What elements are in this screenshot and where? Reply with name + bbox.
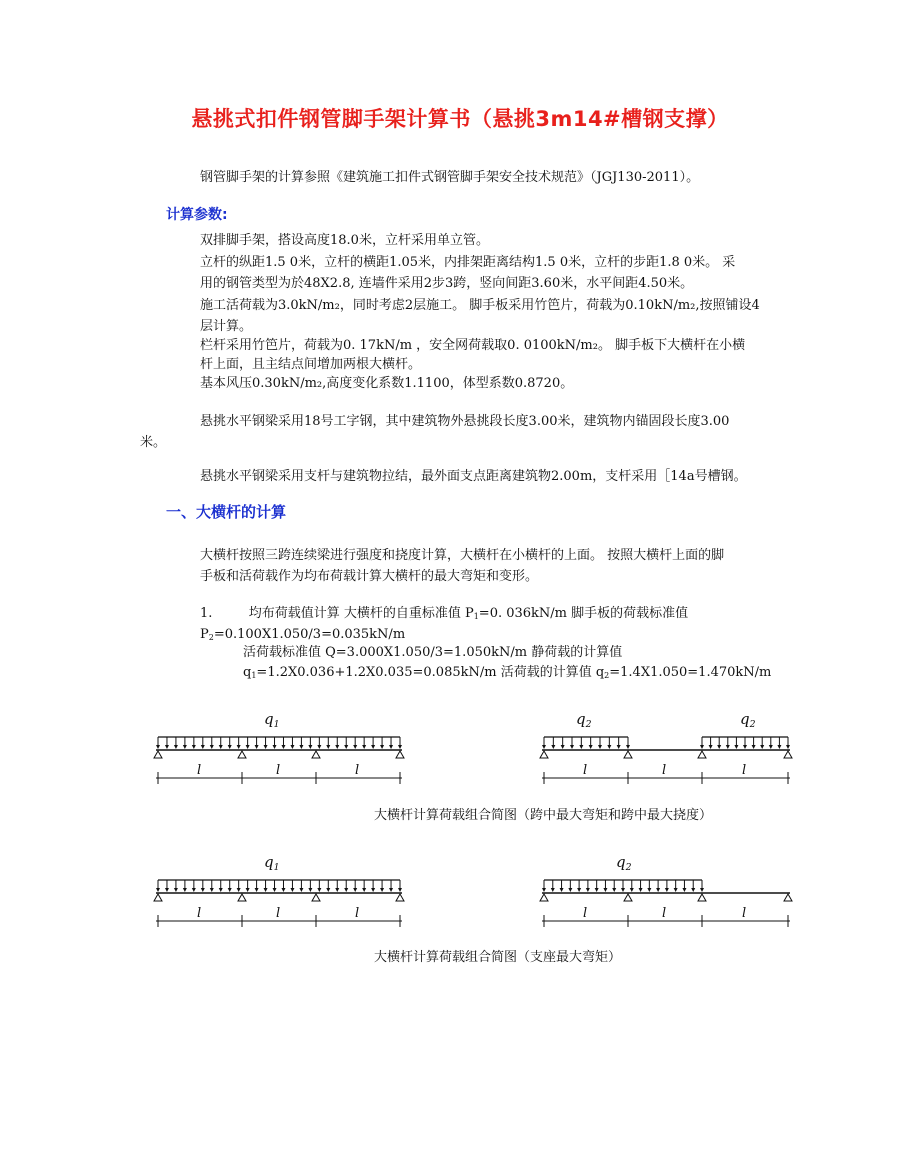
cantilever-text-1-cont: 米。 [140, 435, 167, 450]
load-arrow-head [630, 888, 634, 892]
load-arrow-head [273, 888, 277, 892]
load-arrow-head [264, 745, 268, 749]
load-arrow-head [344, 745, 348, 749]
support-icon [624, 894, 632, 901]
load-arrow-head [156, 745, 160, 749]
calc-sub: 2 [208, 633, 214, 642]
load-arrow-head [717, 745, 721, 749]
load-arrow-head [598, 745, 602, 749]
load-arrow-head [255, 745, 259, 749]
intro-text: 钢管脚手架的计算参照《建筑施工扣件式钢管脚手架安全技术规范》（JGJ130-2011）。 [200, 170, 700, 185]
support-icon [312, 751, 320, 758]
load-arrow-head [786, 745, 790, 749]
load-arrow-head [281, 745, 285, 749]
param-line: 杆上面，且主结点间增加两根大横杆。 [200, 357, 422, 372]
load-arrow-head [570, 745, 574, 749]
support-icon [698, 751, 706, 758]
calc-text: =1.4X1.050=1.470kN/m [609, 665, 772, 680]
load-arrow-head [174, 745, 178, 749]
support-icon [238, 894, 246, 901]
load-arrow-head [353, 745, 357, 749]
load-arrow-head [700, 888, 704, 892]
load-arrow-head [299, 888, 303, 892]
load-arrow-head [777, 745, 781, 749]
load-arrow-head [326, 888, 330, 892]
load-arrow-head [255, 888, 259, 892]
load-arrow-head [551, 888, 555, 892]
calc-text: 均布荷载值计算 大横杆的自重标准值 P [248, 606, 474, 621]
load-arrow-head [210, 888, 214, 892]
support-icon [540, 894, 548, 901]
load-arrow-head [308, 888, 312, 892]
figure-caption-2: 大横杆计算荷载组合简图（支座最大弯矩） [374, 950, 622, 965]
support-icon [154, 894, 162, 901]
load-arrow-head [542, 745, 546, 749]
calc-text: P [200, 627, 209, 642]
load-arrow-head [586, 888, 590, 892]
support-icon [784, 894, 792, 901]
span-label: l [662, 763, 667, 778]
load-arrow-head [603, 888, 607, 892]
span-label: l [276, 763, 281, 778]
load-arrow-head [389, 745, 393, 749]
load-arrow-head [647, 888, 651, 892]
load-arrow-head [398, 745, 402, 749]
load-arrow-head [228, 745, 232, 749]
load-arrow-head [156, 888, 160, 892]
load-arrow-head [308, 745, 312, 749]
support-icon [154, 751, 162, 758]
load-arrow-head [752, 745, 756, 749]
cantilever-text-1: 悬挑水平钢梁采用18号工字钢，其中建筑物外悬挑段长度3.00米，建筑物内锚固段长度3.00 [200, 414, 730, 429]
load-arrow-head [246, 745, 250, 749]
param-line: 层计算。 [200, 319, 253, 334]
load-arrow-head [769, 745, 773, 749]
load-arrow-head [743, 745, 747, 749]
load-label-q1: $q_1$ [264, 710, 280, 730]
span-label: l [197, 763, 202, 778]
figure-caption-1: 大横杆计算荷载组合简图（跨中最大弯矩和跨中最大挠度） [374, 808, 713, 823]
load-arrow-head [674, 888, 678, 892]
load-arrow-head [299, 745, 303, 749]
support-icon [238, 751, 246, 758]
load-label-q2: $q_2$ [740, 710, 756, 730]
load-arrow-head [617, 745, 621, 749]
load-arrow-head [380, 888, 384, 892]
load-arrow-head [344, 888, 348, 892]
calc-text: =0. 036kN/m 脚手板的荷载标准值 [478, 606, 689, 621]
calc-text: =1.2X0.036+1.2X0.035=0.085kN/m 活荷载的计算值 q [256, 665, 605, 680]
load-arrow-head [577, 888, 581, 892]
support-icon [624, 751, 632, 758]
load-arrow-head [389, 888, 393, 892]
span-label: l [355, 763, 360, 778]
load-arrow-head [691, 888, 695, 892]
load-arrow-head [353, 888, 357, 892]
load-arrow-head [192, 888, 196, 892]
load-arrow-head [201, 745, 205, 749]
span-label: l [355, 906, 360, 921]
span-label: l [583, 906, 588, 921]
load-arrow-head [317, 745, 321, 749]
load-arrow-head [362, 888, 366, 892]
calc-sub: 1 [473, 612, 479, 621]
load-arrow-head [371, 888, 375, 892]
calc-sub: 1 [251, 671, 257, 680]
support-icon [396, 894, 404, 901]
support-icon [540, 751, 548, 758]
load-arrow-head [595, 888, 599, 892]
load-arrow-head [665, 888, 669, 892]
param-line: 用的钢管类型为於48X2.8, 连墙件采用2步3跨，竖向间距3.60米，水平间距4.50米。 [200, 276, 694, 291]
load-arrow-head [192, 745, 196, 749]
load-arrow-head [210, 745, 214, 749]
load-arrow-head [165, 745, 169, 749]
calc-number: 1. [200, 606, 213, 621]
load-arrow-head [579, 745, 583, 749]
section-paragraph-cont: 手板和活荷载作为均布荷载计算大横杆的最大弯矩和变形。 [200, 569, 539, 584]
load-arrow-head [362, 745, 366, 749]
load-arrow-head [568, 888, 572, 892]
param-line: 施工活荷载为3.0kN/m₂，同时考虑2层施工。 脚手板采用竹笆片，荷载为0.10kN/m₂,按照铺设4 [200, 298, 760, 313]
calc-text: q [243, 665, 252, 680]
load-arrow-head [542, 888, 546, 892]
load-arrow-head [174, 888, 178, 892]
load-arrow-head [760, 745, 764, 749]
load-arrow-head [219, 888, 223, 892]
load-arrow-head [228, 888, 232, 892]
cantilever-text-2: 悬挑水平钢梁采用支杆与建筑物拉结，最外面支点距离建筑物2.00m，支杆采用［14a号槽钢。 [200, 469, 747, 484]
load-arrow-head [183, 888, 187, 892]
load-arrow-head [326, 745, 330, 749]
params-heading: 计算参数: [166, 207, 228, 223]
page-title: 悬挑式扣件钢管脚手架计算书（悬挑3m14#槽钢支撑） [191, 107, 729, 131]
load-arrow-head [237, 888, 241, 892]
calc-text: =0.100X1.050/3=0.035kN/m [213, 627, 406, 642]
load-label-q2: $q_2$ [576, 710, 592, 730]
calc-line-3: 活荷载标准值 Q=3.000X1.050/3=1.050kN/m 静荷载的计算值 [243, 645, 623, 660]
calc-sub: 2 [604, 671, 610, 680]
load-arrow-head [335, 888, 339, 892]
load-label-q1: $q_1$ [264, 853, 280, 873]
load-arrow-head [273, 745, 277, 749]
load-arrow-head [656, 888, 660, 892]
support-icon [312, 894, 320, 901]
load-arrow-head [264, 888, 268, 892]
load-label-q2: $q_2$ [616, 853, 632, 873]
load-arrow-head [734, 745, 738, 749]
load-arrow-head [561, 745, 565, 749]
span-label: l [662, 906, 667, 921]
span-label: l [742, 906, 747, 921]
span-label: l [742, 763, 747, 778]
support-icon [698, 894, 706, 901]
load-arrow-head [398, 888, 402, 892]
support-icon [396, 751, 404, 758]
load-arrow-head [201, 888, 205, 892]
section-paragraph: 大横杆按照三跨连续梁进行强度和挠度计算，大横杆在小横杆的上面。 按照大横杆上面的脚 [200, 548, 725, 563]
load-arrow-head [607, 745, 611, 749]
load-arrow-head [246, 888, 250, 892]
load-arrow-head [371, 745, 375, 749]
load-arrow-head [726, 745, 730, 749]
param-line: 基本风压0.30kN/m₂,高度变化系数1.1100，体型系数0.8720。 [200, 376, 574, 391]
load-arrow-head [626, 745, 630, 749]
load-arrow-head [281, 888, 285, 892]
param-line: 栏杆采用竹笆片，荷载为0. 17kN/m ，安全网荷载取0. 0100kN/m₂。 脚手板下大横杆在小横 [200, 338, 746, 353]
load-arrow-head [219, 745, 223, 749]
load-arrow-head [639, 888, 643, 892]
load-arrow-head [560, 888, 564, 892]
load-arrow-head [183, 745, 187, 749]
load-arrow-head [290, 745, 294, 749]
load-arrow-head [335, 745, 339, 749]
load-arrow-head [682, 888, 686, 892]
param-line: 双排脚手架，搭设高度18.0米，立杆采用单立管。 [200, 233, 489, 248]
load-arrow-head [290, 888, 294, 892]
load-arrow-head [700, 745, 704, 749]
param-line: 立杆的纵距1.5 0米，立杆的横距1.05米，内排架距离结构1.5 0米，立杆的步距1.8 0米。 采 [200, 255, 736, 270]
load-arrow-head [237, 745, 241, 749]
span-label: l [583, 763, 588, 778]
load-arrow-head [709, 745, 713, 749]
section-heading: 一、大横杆的计算 [166, 503, 287, 521]
load-arrow-head [380, 745, 384, 749]
support-icon [784, 751, 792, 758]
load-arrow-head [612, 888, 616, 892]
span-label: l [197, 906, 202, 921]
load-arrow-head [551, 745, 555, 749]
load-arrow-head [589, 745, 593, 749]
load-arrow-head [621, 888, 625, 892]
span-label: l [276, 906, 281, 921]
load-arrow-head [165, 888, 169, 892]
load-arrow-head [317, 888, 321, 892]
